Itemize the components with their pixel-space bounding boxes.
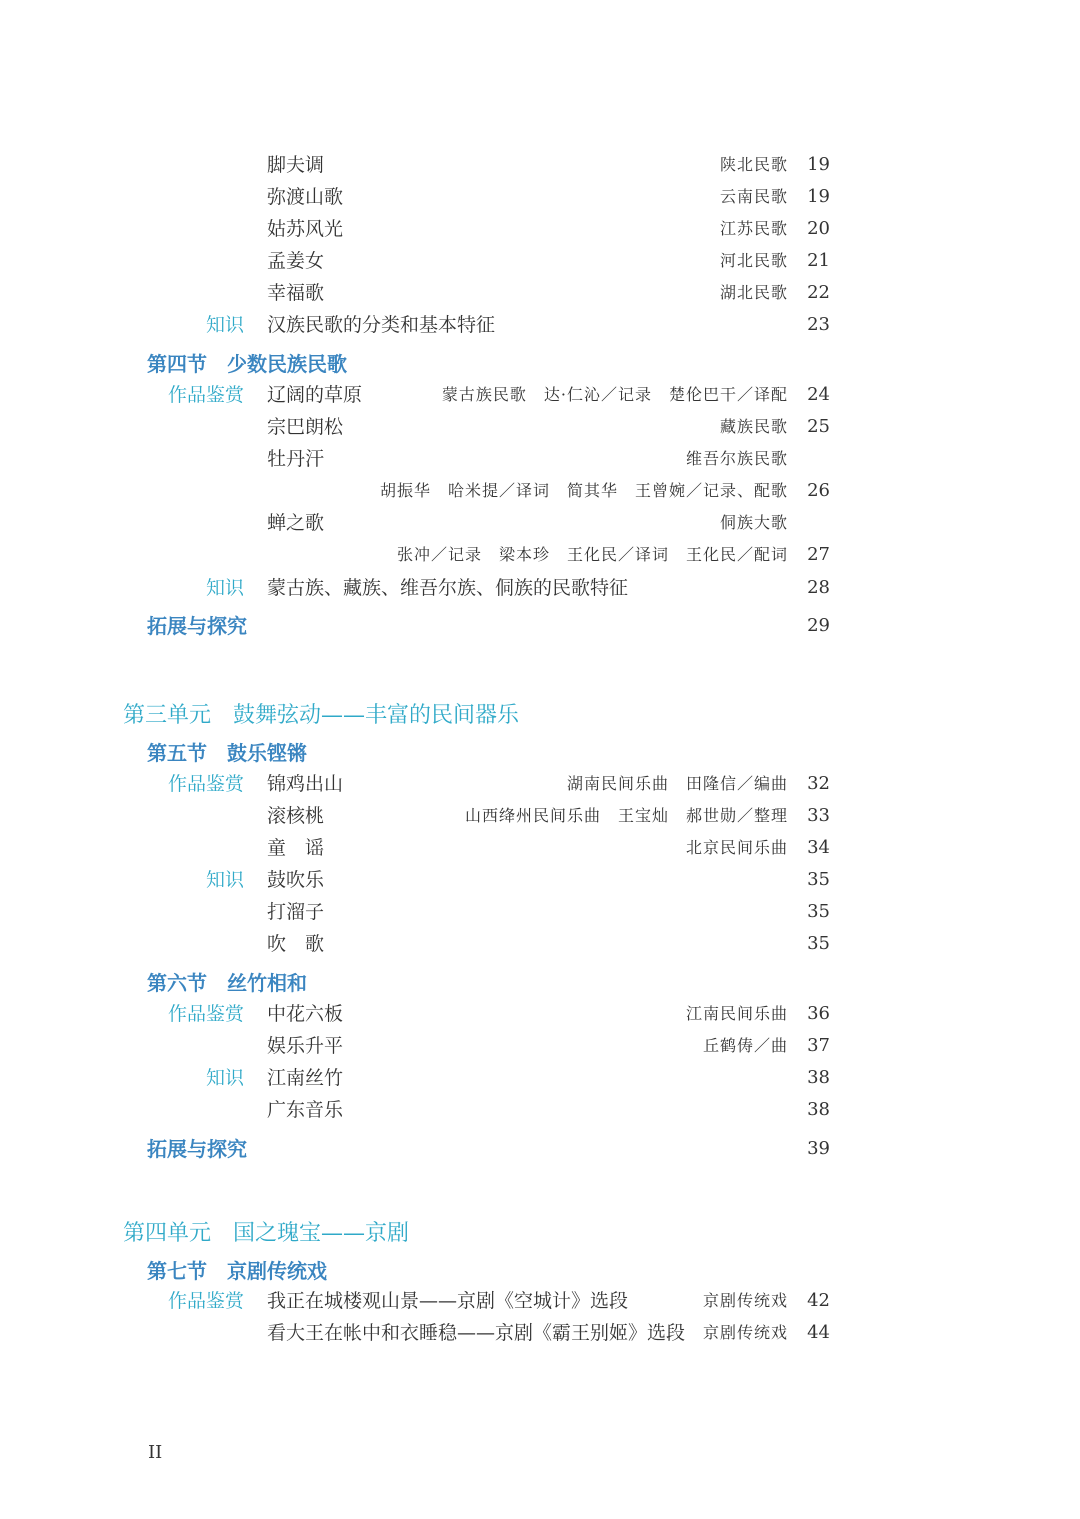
entry-title: 打溜子 — [267, 901, 325, 923]
page-number: 38 — [807, 1099, 830, 1120]
toc-entry[interactable] — [0, 443, 1080, 475]
entry-title: 弥渡山歌 — [267, 186, 344, 208]
entry-title: 中花六板 — [267, 1003, 344, 1025]
toc-entry[interactable] — [0, 475, 1080, 507]
page-number: 42 — [807, 1290, 830, 1311]
toc-entry[interactable] — [0, 998, 1080, 1030]
toc-entry[interactable] — [0, 277, 1080, 309]
entry-source: 张冲／记录 梁本珍 王化民／译词 王化民／配词 — [396, 545, 788, 564]
page-number: 22 — [807, 282, 830, 303]
entry-source: 维吾尔族民歌 — [685, 449, 788, 468]
toc-entry[interactable] — [0, 1094, 1080, 1126]
toc-entry[interactable] — [0, 149, 1080, 181]
page-number: 37 — [807, 1035, 830, 1056]
entry-source: 侗族大歌 — [719, 513, 788, 532]
toc-entry[interactable] — [0, 1062, 1080, 1094]
unit-heading-row[interactable] — [0, 700, 1080, 732]
entry-source: 北京民间乐曲 — [685, 838, 788, 857]
toc-entry[interactable] — [0, 896, 1080, 928]
entry-title: 江南丝竹 — [267, 1067, 344, 1089]
section-heading-row[interactable] — [0, 967, 1080, 999]
unit-title: 第三单元 鼓舞弦动——丰富的民间器乐 — [123, 703, 520, 728]
toc-entry[interactable] — [0, 928, 1080, 960]
entry-source: 京剧传统戏 — [702, 1323, 788, 1342]
entry-title: 蝉之歌 — [267, 512, 325, 534]
page-number: 19 — [807, 186, 830, 207]
toc-entry[interactable] — [0, 800, 1080, 832]
entry-label: 作品鉴赏 — [168, 1290, 245, 1312]
toc-entry[interactable] — [0, 1030, 1080, 1062]
entry-source: 湖南民间乐曲 田隆信／编曲 — [566, 774, 788, 793]
entry-title: 吹 歌 — [267, 933, 325, 955]
page-number: 34 — [807, 837, 830, 858]
entry-title: 蒙古族、藏族、维吾尔族、侗族的民歌特征 — [267, 577, 629, 599]
entry-source: 藏族民歌 — [719, 417, 788, 436]
entry-title: 娱乐升平 — [267, 1035, 344, 1057]
page-number: 27 — [807, 544, 830, 565]
section-title: 第四节 少数民族民歌 — [147, 352, 347, 376]
section-title: 第七节 京剧传统戏 — [147, 1259, 327, 1283]
section-title: 拓展与探究 — [147, 614, 247, 638]
entry-title: 脚夫调 — [267, 154, 325, 176]
section-title: 第五节 鼓乐铿锵 — [147, 741, 307, 765]
toc-entry[interactable] — [0, 213, 1080, 245]
section-heading-row[interactable] — [0, 610, 1080, 642]
entry-source: 丘鹤俦／曲 — [702, 1036, 788, 1055]
entry-label: 知识 — [206, 1067, 245, 1089]
toc-entry[interactable] — [0, 864, 1080, 896]
toc-entry[interactable] — [0, 1317, 1080, 1349]
entry-title: 姑苏风光 — [267, 218, 344, 240]
toc-entry[interactable] — [0, 181, 1080, 213]
entry-title: 我正在城楼观山景——京剧《空城计》选段 — [267, 1290, 629, 1312]
section-title: 拓展与探究 — [147, 1137, 247, 1161]
page-number: 35 — [807, 869, 830, 890]
entry-label: 知识 — [206, 314, 245, 336]
toc-entry[interactable] — [0, 309, 1080, 341]
entry-source: 河北民歌 — [719, 251, 788, 270]
entry-title: 幸福歌 — [267, 282, 325, 304]
page-number: 21 — [807, 250, 830, 271]
entry-title: 辽阔的草原 — [267, 384, 363, 406]
toc-entry[interactable] — [0, 245, 1080, 277]
toc-entry[interactable] — [0, 379, 1080, 411]
page-number: 36 — [807, 1003, 830, 1024]
unit-title: 第四单元 国之瑰宝——京剧 — [123, 1221, 410, 1246]
entry-source: 胡振华 哈米提／译词 简其华 王曾婉／记录、配歌 — [379, 481, 788, 500]
page-number: 25 — [807, 416, 830, 437]
entry-title: 滚核桃 — [267, 805, 325, 827]
page-number: 23 — [807, 314, 830, 335]
entry-title: 鼓吹乐 — [267, 869, 325, 891]
page-number: 33 — [807, 805, 830, 826]
entry-title: 锦鸡出山 — [267, 773, 344, 795]
section-title: 第六节 丝竹相和 — [147, 971, 307, 995]
section-heading-row[interactable] — [0, 1255, 1080, 1287]
toc-entry[interactable] — [0, 411, 1080, 443]
page-number: 32 — [807, 773, 830, 794]
page-number: 29 — [807, 615, 830, 636]
entry-label: 知识 — [206, 577, 245, 599]
entry-label: 作品鉴赏 — [168, 773, 245, 795]
entry-title: 看大王在帐中和衣睡稳——京剧《霸王别姬》选段 — [267, 1322, 686, 1344]
entry-title: 汉族民歌的分类和基本特征 — [267, 314, 496, 336]
entry-source: 陕北民歌 — [719, 155, 788, 174]
page-folio: II — [148, 1442, 163, 1463]
page-number: 44 — [807, 1322, 830, 1343]
entry-title: 宗巴朗松 — [267, 416, 344, 438]
page-number: 26 — [807, 480, 830, 501]
entry-title: 孟姜女 — [267, 250, 325, 272]
entry-title: 童 谣 — [267, 837, 325, 859]
toc-entry[interactable] — [0, 539, 1080, 571]
entry-title: 牡丹汗 — [267, 448, 325, 470]
toc-entry[interactable] — [0, 507, 1080, 539]
entry-source: 山西绛州民间乐曲 王宝灿 郝世勋／整理 — [464, 806, 788, 825]
entry-label: 知识 — [206, 869, 245, 891]
entry-source: 江南民间乐曲 — [685, 1004, 788, 1023]
toc-entry[interactable] — [0, 1285, 1080, 1317]
entry-source: 云南民歌 — [719, 187, 788, 206]
page-number: 19 — [807, 154, 830, 175]
entry-label: 作品鉴赏 — [168, 1003, 245, 1025]
toc-entry[interactable] — [0, 768, 1080, 800]
page-number: 35 — [807, 901, 830, 922]
entry-title: 广东音乐 — [267, 1099, 344, 1121]
unit-heading-row[interactable] — [0, 1218, 1080, 1250]
entry-source: 江苏民歌 — [719, 219, 788, 238]
page-number: 28 — [807, 577, 830, 598]
entry-source: 蒙古族民歌 达·仁沁／记录 楚伦巴干／译配 — [441, 385, 788, 404]
page-number: 20 — [807, 218, 830, 239]
entry-source: 湖北民歌 — [719, 283, 788, 302]
section-heading-row[interactable] — [0, 1133, 1080, 1165]
page-number: 38 — [807, 1067, 830, 1088]
section-heading-row[interactable] — [0, 348, 1080, 380]
section-heading-row[interactable] — [0, 737, 1080, 769]
page-number: 39 — [807, 1138, 830, 1159]
page-number: 35 — [807, 933, 830, 954]
entry-source: 京剧传统戏 — [702, 1291, 788, 1310]
toc-entry[interactable] — [0, 572, 1080, 604]
toc-entry[interactable] — [0, 832, 1080, 864]
page-number: 24 — [807, 384, 830, 405]
entry-label: 作品鉴赏 — [168, 384, 245, 406]
